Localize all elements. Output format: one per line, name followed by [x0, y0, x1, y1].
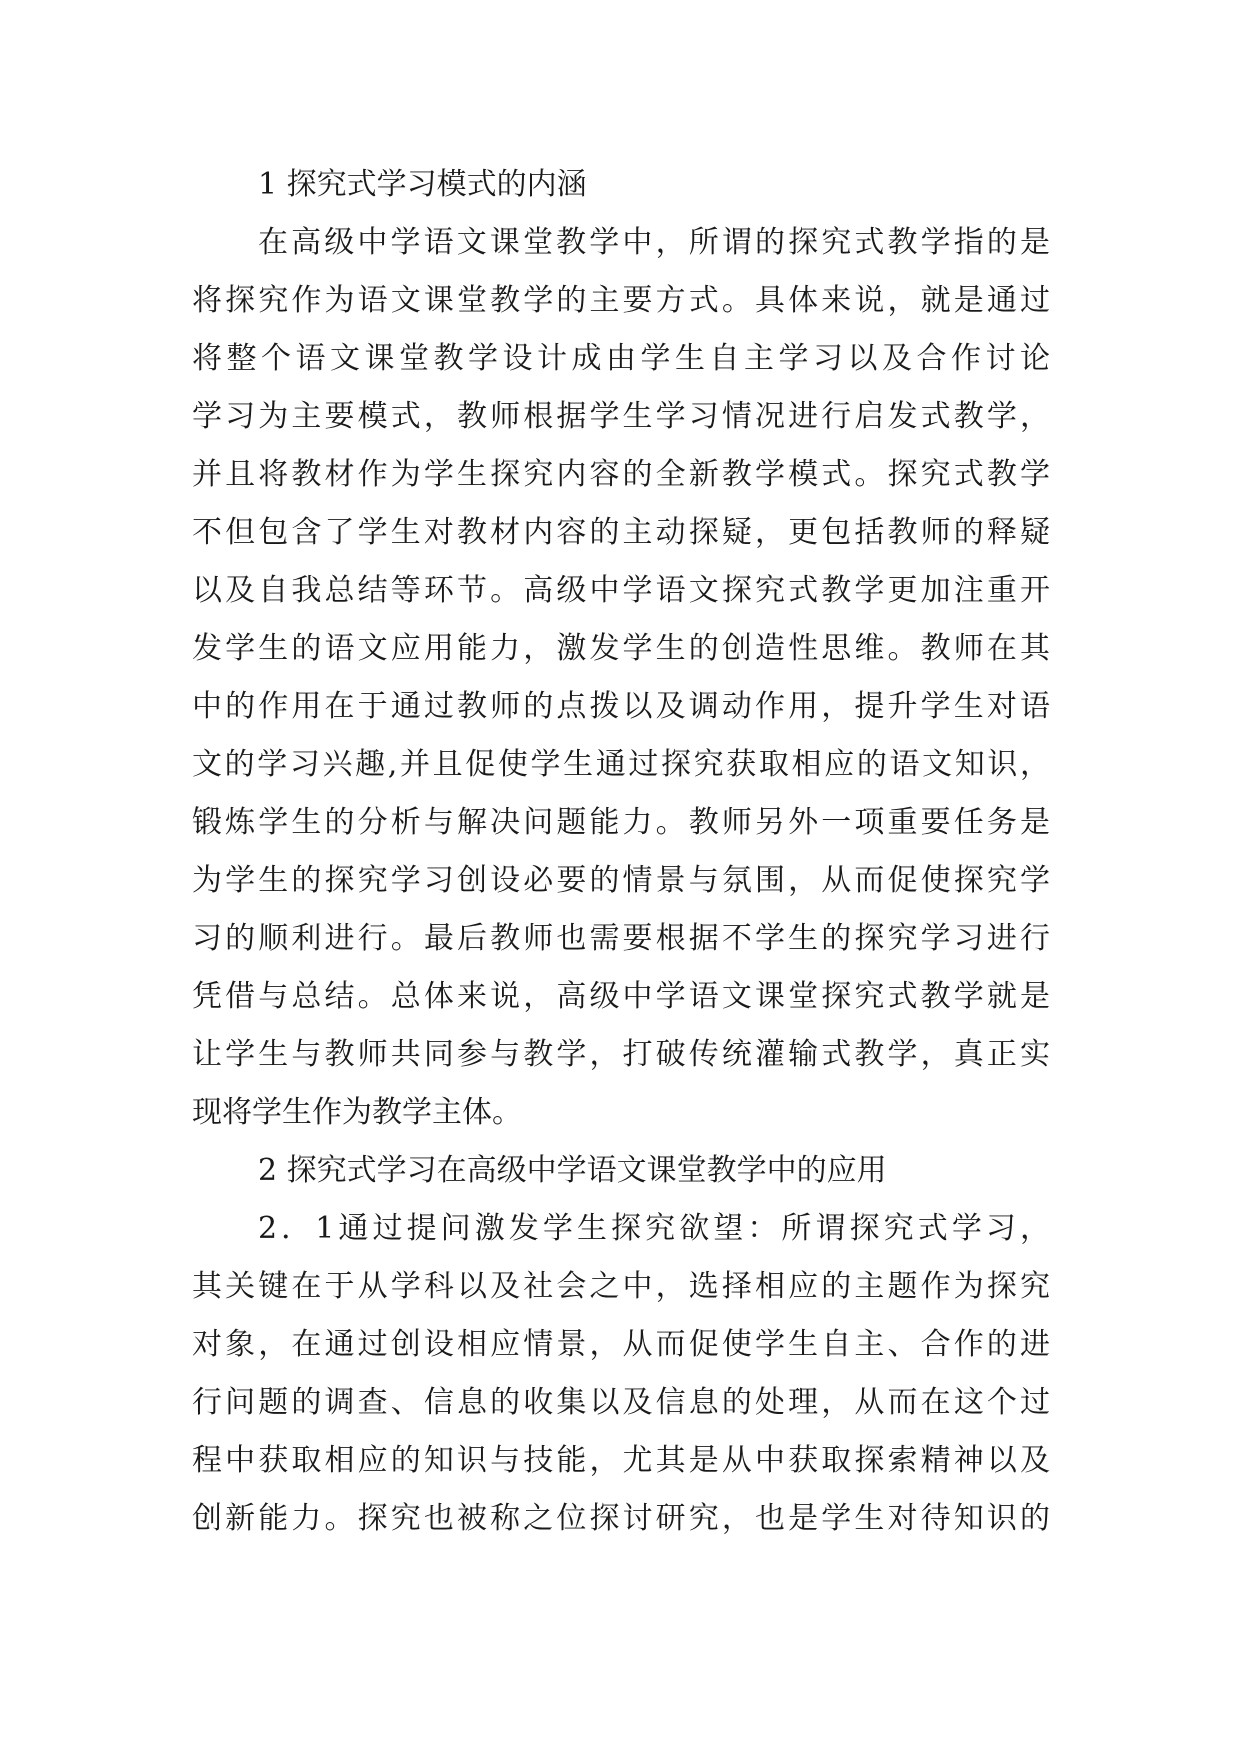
paragraph-line: 发学生的语文应用能力，激发学生的创造性思维。教师在其 [192, 631, 1050, 666]
paragraph-line: 对象，在通过创设相应情景，从而促使学生自主、合作的进 [192, 1327, 1050, 1362]
paragraph-line: 为学生的探究学习创设必要的情景与氛围，从而促使探究学 [192, 863, 1050, 898]
paragraph-line: 习的顺利进行。最后教师也需要根据不学生的探究学习进行 [192, 921, 1050, 956]
paragraph-line: 以及自我总结等环节。高级中学语文探究式教学更加注重开 [192, 573, 1050, 608]
paragraph-line: 文的学习兴趣,并且促使学生通过探究获取相应的语文知识， [192, 747, 1050, 782]
text-column [192, 156, 1050, 1548]
paragraph-line: 凭借与总结。总体来说，高级中学语文课堂探究式教学就是 [192, 979, 1050, 1014]
section-heading: 2 探究式学习在高级中学语文课堂教学中的应用 [258, 1153, 887, 1188]
section-heading: 1 探究式学习模式的内涵 [258, 167, 587, 202]
paragraph-line: 让学生与教师共同参与教学，打破传统灌输式教学，真正实 [192, 1037, 1050, 1072]
paragraph-line: 将整个语文课堂教学设计成由学生自主学习以及合作讨论 [192, 341, 1050, 376]
paragraph-line: 程中获取相应的知识与技能，尤其是从中获取探索精神以及 [192, 1443, 1050, 1478]
paragraph-line: 创新能力。探究也被称之位探讨研究，也是学生对待知识的 [192, 1501, 1050, 1536]
paragraph [192, 1200, 1050, 1548]
paragraph-line: 2．1通过提问激发学生探究欲望：所谓探究式学习， [258, 1211, 1050, 1246]
paragraph-line: 在高级中学语文课堂教学中，所谓的探究式教学指的是 [258, 225, 1050, 260]
paragraph-line: 将探究作为语文课堂教学的主要方式。具体来说，就是通过 [192, 283, 1050, 318]
paragraph-line: 并且将教材作为学生探究内容的全新教学模式。探究式教学 [192, 457, 1050, 492]
paragraph-line: 行问题的调查、信息的收集以及信息的处理，从而在这个过 [192, 1385, 1050, 1420]
paragraph-line: 其关键在于从学科以及社会之中，选择相应的主题作为探究 [192, 1269, 1050, 1304]
paragraph [192, 214, 1050, 1142]
paragraph-line: 现将学生作为教学主体。 [192, 1095, 522, 1130]
paragraph-line: 锻炼学生的分析与解决问题能力。教师另外一项重要任务是 [192, 805, 1050, 840]
paragraph-line: 不但包含了学生对教材内容的主动探疑，更包括教师的释疑 [192, 515, 1050, 550]
paragraph-line: 学习为主要模式，教师根据学生学习情况进行启发式教学， [192, 399, 1050, 434]
paragraph-line: 中的作用在于通过教师的点拨以及调动作用，提升学生对语 [192, 689, 1050, 724]
